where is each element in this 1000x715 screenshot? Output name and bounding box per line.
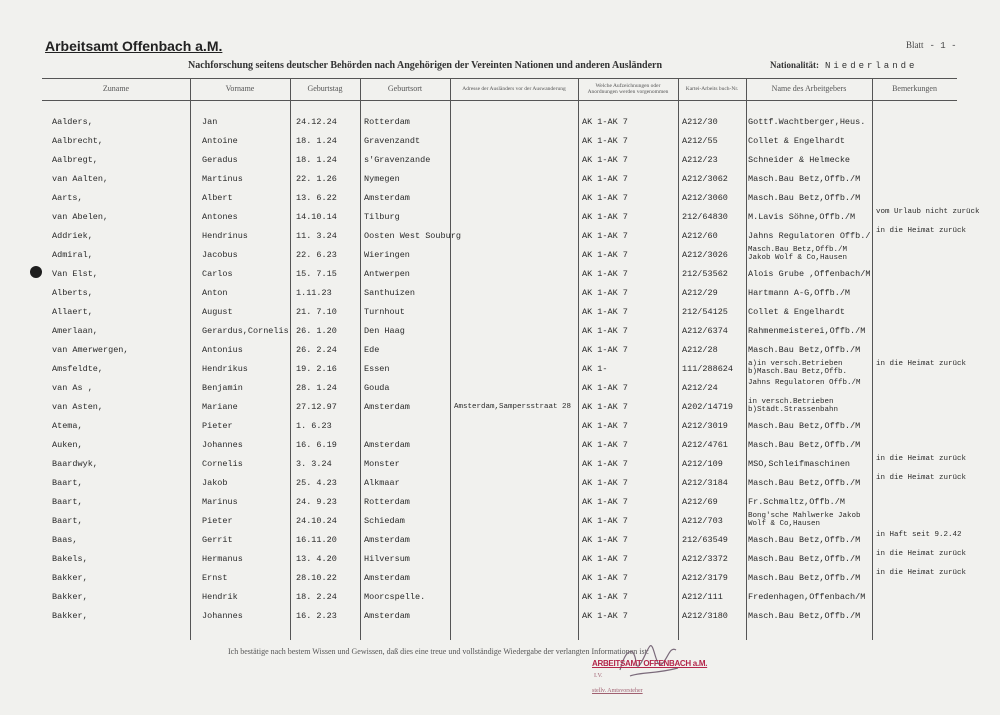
birthdate-cell: 13. 6.22 [296, 193, 337, 203]
table-row [0, 227, 1000, 245]
sheet-number [906, 40, 957, 51]
table-row [0, 455, 1000, 473]
records-cell: AK 1-AK 7 [582, 269, 628, 279]
card-no-cell: A212/3062 [682, 174, 728, 184]
firstname-cell: Hendrikus [202, 364, 248, 374]
table-header-rule [42, 100, 957, 101]
surname-cell: Allaert, [52, 307, 93, 317]
employer-cell: Masch.Bau Betz,Offb./M [748, 611, 861, 621]
birthdate-cell: 15. 7.15 [296, 269, 337, 279]
card-no-cell: A212/69 [682, 497, 718, 507]
birthplace-cell: Amsterdam [364, 402, 410, 412]
birthdate-cell: 16.11.20 [296, 535, 337, 545]
birthplace-cell: Nymegen [364, 174, 400, 184]
surname-cell: Baart, [52, 516, 83, 526]
firstname-cell: Ernst [202, 573, 228, 583]
employer-cell: Masch.Bau Betz,Offb./M Jakob Wolf & Co,Hausen [748, 246, 848, 262]
column-header-remarks: Bemerkungen [892, 84, 937, 93]
records-cell: AK 1-AK 7 [582, 326, 628, 336]
records-cell: AK 1-AK 7 [582, 250, 628, 260]
firstname-cell: Benjamin [202, 383, 243, 393]
records-cell: AK 1-AK 7 [582, 174, 628, 184]
records-cell: AK 1-AK 7 [582, 421, 628, 431]
sheet-label: Blatt [906, 40, 924, 50]
employer-cell: a)in versch.Betrieben b)Masch.Bau Betz,Offb. [748, 360, 848, 376]
remarks-cell: in die Heimat zurück [876, 569, 967, 577]
birthdate-cell: 18. 1.24 [296, 136, 337, 146]
table-row [0, 303, 1000, 321]
birthplace-cell: Gouda [364, 383, 390, 393]
employer-cell: Jahns Regulatoren Offb./M [748, 379, 861, 387]
card-no-cell: A212/3026 [682, 250, 728, 260]
records-cell: AK 1- [582, 364, 608, 374]
card-no-cell: A212/24 [682, 383, 718, 393]
birthdate-cell: 16. 2.23 [296, 611, 337, 621]
surname-cell: Bakker, [52, 573, 88, 583]
surname-cell: Baart, [52, 478, 83, 488]
card-no-cell: A212/3060 [682, 193, 728, 203]
nationality [770, 60, 917, 71]
records-cell: AK 1-AK 7 [582, 535, 628, 545]
surname-cell: Bakker, [52, 611, 88, 621]
card-no-cell: 212/53562 [682, 269, 728, 279]
card-no-cell: A212/4761 [682, 440, 728, 450]
employer-cell: Gottf.Wachtberger,Heus. [748, 117, 866, 127]
firstname-cell: Antonius [202, 345, 243, 355]
card-no-cell: 111/288624 [682, 364, 734, 374]
firstname-cell: Anton [202, 288, 228, 298]
surname-cell: van Asten, [52, 402, 104, 412]
table-row [0, 436, 1000, 454]
firstname-cell: Hermanus [202, 554, 243, 564]
birthdate-cell: 24.12.24 [296, 117, 337, 127]
birthdate-cell: 13. 4.20 [296, 554, 337, 564]
records-cell: AK 1-AK 7 [582, 193, 628, 203]
birthdate-cell: 18. 2.24 [296, 592, 337, 602]
surname-cell: Aalders, [52, 117, 93, 127]
surname-cell: Van Elst, [52, 269, 98, 279]
birthdate-cell: 18. 1.24 [296, 155, 337, 165]
birthdate-cell: 25. 4.23 [296, 478, 337, 488]
column-header-records: Welche Aufzeichnungen oder Anordnungen werden vorgenommen [587, 83, 669, 95]
birthdate-cell: 27.12.97 [296, 402, 337, 412]
firstname-cell: Jan [202, 117, 218, 127]
card-no-cell: A212/28 [682, 345, 718, 355]
birthplace-cell: Hilversum [364, 554, 410, 564]
birthdate-cell: 14.10.14 [296, 212, 337, 222]
firstname-cell: Cornelis [202, 459, 243, 469]
employer-cell: M.Lavis Söhne,Offb./M [748, 212, 856, 222]
remarks-cell: in Haft seit 9.2.42 [876, 531, 962, 539]
declaration-text: Ich bestätige nach bestem Wissen und Gewissen, daß dies eine treue und vollständige Wiedergabe der verlangten Informationen ist: [228, 647, 650, 656]
card-no-cell: A212/30 [682, 117, 718, 127]
birthplace-cell: Essen [364, 364, 390, 374]
table-row [0, 208, 1000, 226]
birthdate-cell: 26. 1.20 [296, 326, 337, 336]
card-no-cell: A212/3180 [682, 611, 728, 621]
card-no-cell: A212/3019 [682, 421, 728, 431]
birthplace-cell: Amsterdam [364, 573, 410, 583]
table-row [0, 322, 1000, 340]
card-no-cell: A212/3179 [682, 573, 728, 583]
birthplace-cell: Amsterdam [364, 535, 410, 545]
records-cell: AK 1-AK 7 [582, 117, 628, 127]
column-header-card-no: Kartei-Arbeits buch-Nr. [685, 86, 739, 92]
employer-cell: Masch.Bau Betz,Offb./M [748, 174, 861, 184]
table-row [0, 531, 1000, 549]
firstname-cell: Gerardus,Cornelis [202, 326, 289, 336]
table-row [0, 284, 1000, 302]
birthplace-cell: Den Haag [364, 326, 405, 336]
stamp-line-2: I.V. [594, 673, 603, 679]
card-no-cell: A212/3372 [682, 554, 728, 564]
remarks-cell: in die Heimat zurück [876, 474, 967, 482]
firstname-cell: Jakob [202, 478, 228, 488]
column-header-address: Adresse der Ausländers vor der Auswanderung [462, 86, 566, 92]
firstname-cell: Hendrik [202, 592, 238, 602]
remarks-cell: in die Heimat zurück [876, 455, 967, 463]
firstname-cell: Marinus [202, 497, 238, 507]
employer-cell: Masch.Bau Betz,Offb./M [748, 535, 861, 545]
firstname-cell: Hendrinus [202, 231, 248, 241]
table-row [0, 474, 1000, 492]
card-no-cell: A212/29 [682, 288, 718, 298]
birthdate-cell: 26. 2.24 [296, 345, 337, 355]
firstname-cell: Jacobus [202, 250, 238, 260]
firstname-cell: Albert [202, 193, 233, 203]
remarks-cell: in die Heimat zurück [876, 550, 967, 558]
surname-cell: Bakels, [52, 554, 88, 564]
office-stamp: ARBEITSAMT OFFENBACH a.M. [592, 659, 708, 668]
birthplace-cell: Santhuizen [364, 288, 416, 298]
table-row [0, 607, 1000, 625]
birthdate-cell: 19. 2.16 [296, 364, 337, 374]
surname-cell: Bakker, [52, 592, 88, 602]
firstname-cell: Johannes [202, 440, 243, 450]
nationality-label: Nationalität: [770, 60, 819, 70]
table-row [0, 417, 1000, 435]
table-row [0, 113, 1000, 131]
employer-cell: Masch.Bau Betz,Offb./M [748, 573, 861, 583]
address-cell: Amsterdam,Sampersstraat 28 [454, 403, 572, 411]
firstname-cell: Martinus [202, 174, 243, 184]
birthplace-cell: Ede [364, 345, 380, 355]
card-no-cell: A202/14719 [682, 402, 734, 412]
surname-cell: Amsfeldte, [52, 364, 104, 374]
employer-cell: Fr.Schmaltz,Offb./M [748, 497, 845, 507]
document-title: Nachforschung seitens deutscher Behörden nach Angehörigen der Vereinten Nationen und anderen Ausländern [188, 60, 663, 71]
card-no-cell: 212/64830 [682, 212, 728, 222]
firstname-cell: Mariane [202, 402, 238, 412]
card-no-cell: A212/703 [682, 516, 723, 526]
records-cell: AK 1-AK 7 [582, 155, 628, 165]
employer-cell: MSO,Schleifmaschinen [748, 459, 851, 469]
table-row [0, 151, 1000, 169]
remarks-cell: in die Heimat zurück [876, 227, 967, 235]
records-cell: AK 1-AK 7 [582, 478, 628, 488]
nationality-value: Niederlande [825, 61, 918, 71]
records-cell: AK 1-AK 7 [582, 288, 628, 298]
surname-cell: Baart, [52, 497, 83, 507]
surname-cell: Baas, [52, 535, 78, 545]
column-header-firstname: Vorname [225, 84, 255, 93]
firstname-cell: Gerrit [202, 535, 233, 545]
records-cell: AK 1-AK 7 [582, 345, 628, 355]
remarks-cell: in die Heimat zurück [876, 360, 967, 368]
birthdate-cell: 24. 9.23 [296, 497, 337, 507]
birthplace-cell: Tilburg [364, 212, 400, 222]
employer-cell: Masch.Bau Betz,Offb./M [748, 193, 861, 203]
surname-cell: Aarts, [52, 193, 83, 203]
card-no-cell: A212/109 [682, 459, 723, 469]
employer-cell: Collet & Engelhardt [748, 136, 845, 146]
table-row [0, 360, 1000, 378]
employer-cell: Masch.Bau Betz,Offb./M [748, 554, 861, 564]
birthdate-cell: 22. 6.23 [296, 250, 337, 260]
records-cell: AK 1-AK 7 [582, 497, 628, 507]
card-no-cell: A212/6374 [682, 326, 728, 336]
birthplace-cell: Schiedam [364, 516, 405, 526]
employer-cell: Schneider & Helmecke [748, 155, 851, 165]
birthplace-cell: s'Gravenzande [364, 155, 431, 165]
remarks-cell: vom Urlaub nicht zurück [876, 208, 980, 216]
birthdate-cell: 1.11.23 [296, 288, 332, 298]
firstname-cell: Antoine [202, 136, 238, 146]
records-cell: AK 1-AK 7 [582, 212, 628, 222]
table-row [0, 588, 1000, 606]
records-cell: AK 1-AK 7 [582, 136, 628, 146]
table-row [0, 398, 1000, 416]
birthdate-cell: 28.10.22 [296, 573, 337, 583]
birthdate-cell: 28. 1.24 [296, 383, 337, 393]
birthdate-cell: 22. 1.26 [296, 174, 337, 184]
records-cell: AK 1-AK 7 [582, 611, 628, 621]
records-cell: AK 1-AK 7 [582, 383, 628, 393]
table-row [0, 189, 1000, 207]
column-header-surname: Zuname [102, 84, 130, 93]
table-row [0, 569, 1000, 587]
employer-cell: Alois Grube ,Offenbach/M [748, 269, 871, 279]
employer-cell: Fredenhagen,Offenbach/M [748, 592, 866, 602]
table-row [0, 170, 1000, 188]
birthplace-cell: Amsterdam [364, 440, 410, 450]
employer-cell: in versch.Betrieben b)Städt.Strassenbahn [748, 398, 839, 414]
birthdate-cell: 3. 3.24 [296, 459, 332, 469]
records-cell: AK 1-AK 7 [582, 592, 628, 602]
employer-cell: Bong'sche Mahlwerke Jakob Wolf & Co,Hausen [748, 512, 861, 528]
column-header-birthdate: Geburtstag [307, 84, 343, 93]
office-name: Arbeitsamt Offenbach a.M. [45, 38, 223, 54]
birthplace-cell: Moorcspelle. [364, 592, 426, 602]
card-no-cell: A212/55 [682, 136, 718, 146]
birthplace-cell: Rotterdam [364, 117, 410, 127]
firstname-cell: Geradus [202, 155, 238, 165]
card-no-cell: A212/3184 [682, 478, 728, 488]
stamp-line-3: stellv. Amtsvorsteher [592, 688, 643, 694]
surname-cell: Alberts, [52, 288, 93, 298]
table-row [0, 132, 1000, 150]
card-no-cell: A212/111 [682, 592, 723, 602]
birthdate-cell: 16. 6.19 [296, 440, 337, 450]
table-row [0, 246, 1000, 264]
birthplace-cell: Oosten West Souburg [364, 231, 461, 241]
column-header-employer: Name des Arbeitgebers [771, 84, 847, 93]
employer-cell: Masch.Bau Betz,Offb./M [748, 345, 861, 355]
firstname-cell: Johannes [202, 611, 243, 621]
table-row [0, 550, 1000, 568]
birthplace-cell: Monster [364, 459, 400, 469]
records-cell: AK 1-AK 7 [582, 231, 628, 241]
surname-cell: van Aalten, [52, 174, 109, 184]
employer-cell: Masch.Bau Betz,Offb./M [748, 421, 861, 431]
birthplace-cell: Amsterdam [364, 193, 410, 203]
birthdate-cell: 11. 3.24 [296, 231, 337, 241]
card-no-cell: 212/54125 [682, 307, 728, 317]
records-cell: AK 1-AK 7 [582, 459, 628, 469]
table-row [0, 265, 1000, 283]
records-cell: AK 1-AK 7 [582, 402, 628, 412]
birthplace-cell: Wieringen [364, 250, 410, 260]
birthplace-cell: Rotterdam [364, 497, 410, 507]
surname-cell: Auken, [52, 440, 83, 450]
birthplace-cell: Gravenzandt [364, 136, 421, 146]
table-row [0, 512, 1000, 530]
firstname-cell: Pieter [202, 421, 233, 431]
surname-cell: Baardwyk, [52, 459, 98, 469]
birthdate-cell: 24.10.24 [296, 516, 337, 526]
table-row [0, 341, 1000, 359]
surname-cell: Aalbregt, [52, 155, 98, 165]
records-cell: AK 1-AK 7 [582, 307, 628, 317]
records-cell: AK 1-AK 7 [582, 516, 628, 526]
surname-cell: Aalbrecht, [52, 136, 104, 146]
surname-cell: van Abelen, [52, 212, 109, 222]
surname-cell: Amerlaan, [52, 326, 98, 336]
table-row [0, 493, 1000, 511]
table-row [0, 379, 1000, 397]
card-no-cell: A212/60 [682, 231, 718, 241]
records-cell: AK 1-AK 7 [582, 554, 628, 564]
firstname-cell: August [202, 307, 233, 317]
records-cell: AK 1-AK 7 [582, 440, 628, 450]
birthplace-cell: Turnhout [364, 307, 405, 317]
firstname-cell: Carlos [202, 269, 233, 279]
birthplace-cell: Antwerpen [364, 269, 410, 279]
firstname-cell: Pieter [202, 516, 233, 526]
employer-cell: Hartmann A-G,Offb./M [748, 288, 851, 298]
birthdate-cell: 1. 6.23 [296, 421, 332, 431]
employer-cell: Collet & Engelhardt [748, 307, 845, 317]
records-cell: AK 1-AK 7 [582, 573, 628, 583]
firstname-cell: Antones [202, 212, 238, 222]
employer-cell: Jahns Regulatoren Offb./ [748, 231, 871, 241]
sheet-no: - 1 - [929, 41, 957, 51]
employer-cell: Masch.Bau Betz,Offb./M [748, 478, 861, 488]
birthplace-cell: Alkmaar [364, 478, 400, 488]
column-header-birthplace: Geburtsort [387, 84, 423, 93]
surname-cell: Addriek, [52, 231, 93, 241]
surname-cell: Atema, [52, 421, 83, 431]
surname-cell: Admiral, [52, 250, 93, 260]
employer-cell: Masch.Bau Betz,Offb./M [748, 440, 861, 450]
birthplace-cell: Amsterdam [364, 611, 410, 621]
surname-cell: van As , [52, 383, 93, 393]
card-no-cell: 212/63549 [682, 535, 728, 545]
employer-cell: Rahmenmeisterei,Offb./M [748, 326, 866, 336]
birthdate-cell: 21. 7.10 [296, 307, 337, 317]
surname-cell: van Amerwergen, [52, 345, 129, 355]
card-no-cell: A212/23 [682, 155, 718, 165]
